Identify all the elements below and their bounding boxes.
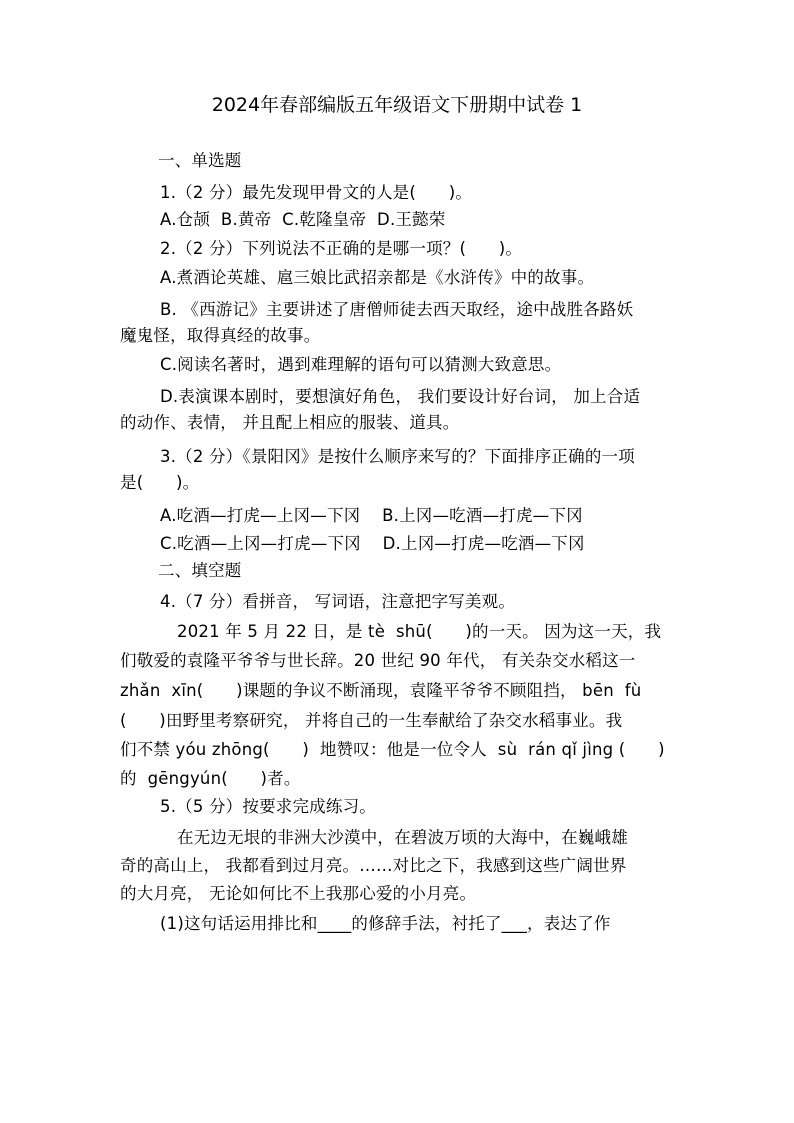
question-2-option-c: C.阅读名著时，遇到难理解的语句可以猜测大致意思。 bbox=[160, 355, 562, 374]
question-5-passage-line-1: 在无边无垠的非洲大沙漠中，在碧波万顷的大海中，在巍峨雄 bbox=[177, 828, 628, 847]
question-3-stem-line-2: 是( )。 bbox=[120, 473, 200, 492]
question-4-passage-line-4: ( )田野里考察研究， 并将自己的一生奉献给了杂交水稻事业。我 bbox=[120, 711, 623, 730]
question-3-stem-line-1: 3.（2 分）《景阳冈》是按什么顺序来写的？下面排序正确的一项 bbox=[160, 447, 635, 466]
question-4-passage-line-5: 们不禁 yóu zhōng( ) 地赞叹：他是一位令人 sù rán qǐ jìng ( ) bbox=[120, 740, 665, 759]
question-3-options-cd: C.吃酒—上冈—打虎—下冈 D.上冈—打虎—吃酒—下冈 bbox=[160, 534, 585, 553]
question-2-option-b-line-1: B. 《西游记》主要讲述了唐僧师徒去西天取经，途中战胜各路妖 bbox=[160, 300, 634, 319]
question-1-options: A.仓颉 B.黄帝 C.乾隆皇帝 D.王懿荣 bbox=[160, 210, 446, 229]
question-4-passage-line-2: 们敬爱的袁隆平爷爷与世长辞。20 世纪 90 年代， 有关杂交水稻这一 bbox=[120, 651, 636, 670]
question-5-passage-line-2: 奇的高山上， 我都看到过月亮。……对比之下，我感到这些广阔世界 bbox=[120, 856, 627, 875]
question-1-stem: 1.（2 分）最先发现甲骨文的人是( )。 bbox=[160, 183, 473, 202]
question-2-option-d-line-2: 的动作、表情， 并且配上相应的服装、道具。 bbox=[120, 413, 460, 432]
question-4-passage-line-6: 的 gēngyún( )者。 bbox=[120, 769, 301, 788]
exam-title: 2024年春部编版五年级语文下册期中试卷 1 bbox=[211, 94, 583, 116]
section-heading-single-choice: 一、单选题 bbox=[158, 151, 242, 170]
question-2-option-d-line-1: D.表演课本剧时，要想演好角色， 我们要设计好台词， 加上合适 bbox=[160, 387, 641, 406]
question-5-subquestion-1: (1)这句话运用排比和____的修辞手法，衬托了___，表达了作 bbox=[160, 914, 611, 933]
question-2-option-b-line-2: 魔鬼怪，取得真经的故事。 bbox=[120, 326, 321, 345]
question-2-stem: 2.（2 分）下列说法不正确的是哪一项？( )。 bbox=[160, 239, 523, 258]
question-5-passage-line-3: 的大月亮， 无论如何比不上我那心爱的小月亮。 bbox=[120, 884, 477, 903]
question-4-passage-line-1: 2021 年 5 月 22 日，是 tè shū( )的一天。 因为这一天，我 bbox=[177, 622, 662, 641]
question-4-passage-line-3: zhǎn xīn( )课题的争议不断涌现，袁隆平爷爷不顾阻挡， bēn fù bbox=[120, 681, 642, 700]
question-4-stem: 4.（7 分）看拼音， 写词语，注意把字写美观。 bbox=[160, 592, 516, 611]
question-3-options-ab: A.吃酒—打虎—上冈—下冈 B.上冈—吃酒—打虎—下冈 bbox=[160, 506, 583, 525]
section-heading-fill-blank: 二、填空题 bbox=[158, 561, 242, 580]
question-2-option-a: A.煮酒论英雄、扈三娘比武招亲都是《水浒传》中的故事。 bbox=[160, 268, 595, 287]
question-5-stem: 5.（5 分）按要求完成练习。 bbox=[160, 797, 376, 816]
